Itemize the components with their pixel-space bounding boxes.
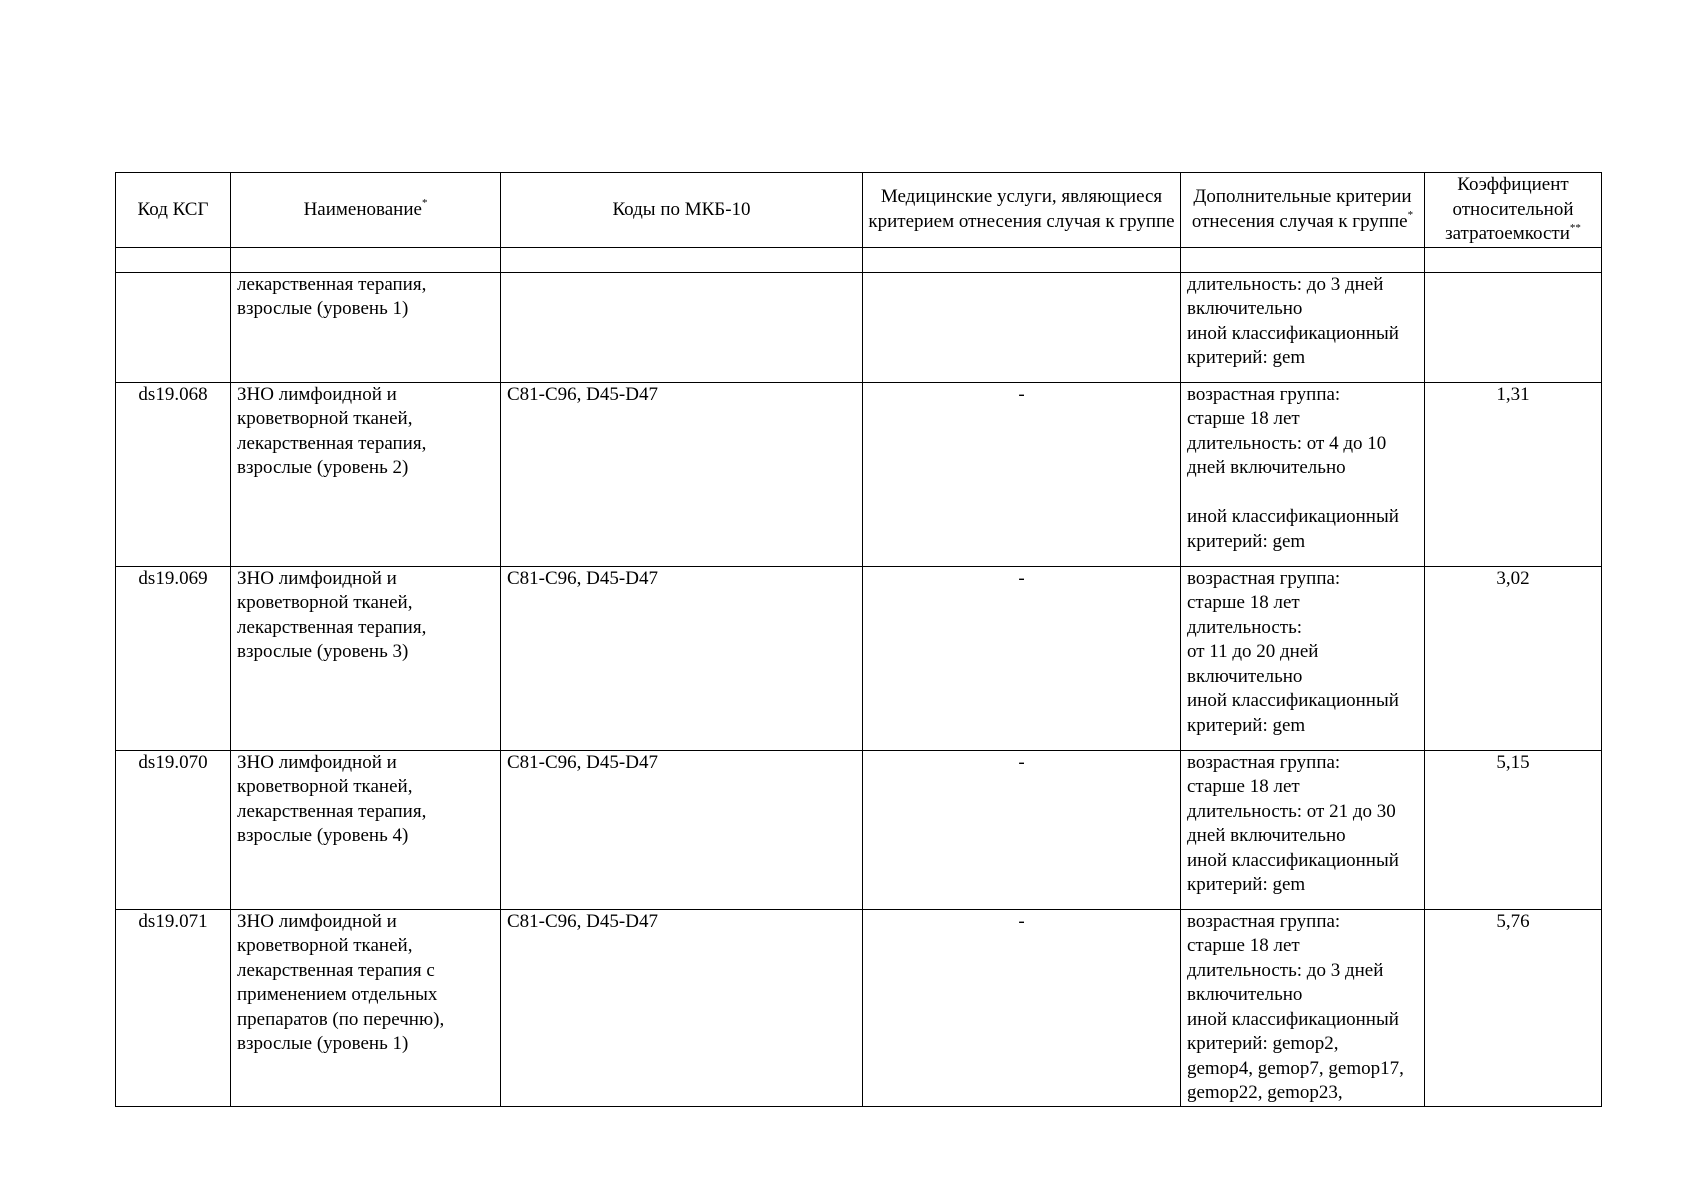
mkb-codes-cell: C81-C96, D45-D47 bbox=[501, 566, 863, 750]
name-line: кроветворной тканей, bbox=[237, 592, 413, 613]
header-criteria-footnote-mark: * bbox=[1407, 209, 1414, 222]
criteria-line: от 11 до 20 дней bbox=[1187, 641, 1319, 662]
medical-services-cell bbox=[863, 272, 1181, 382]
criteria-cell bbox=[1181, 382, 1425, 566]
mkb-codes-cell bbox=[501, 272, 863, 382]
table-row bbox=[116, 272, 1602, 382]
criteria-line: возрастная группа: bbox=[1187, 910, 1341, 932]
name-line: взрослые (уровень 4) bbox=[237, 825, 409, 846]
name-cell bbox=[231, 750, 501, 909]
table-cell bbox=[116, 247, 231, 272]
table-cell bbox=[501, 247, 863, 272]
coefficient-cell: 5,76 bbox=[1425, 909, 1602, 1106]
criteria-line: иной классификационный bbox=[1187, 690, 1399, 711]
name-line: ЗНО лимфоидной и bbox=[237, 567, 397, 589]
ksg-code-cell: ds19.069 bbox=[116, 566, 231, 750]
mkb-codes-cell: C81-C96, D45-D47 bbox=[501, 909, 863, 1106]
criteria-line: возрастная группа: bbox=[1187, 383, 1341, 405]
name-line: взрослые (уровень 3) bbox=[237, 641, 409, 662]
ksg-code-cell bbox=[116, 272, 231, 382]
name-line: кроветворной тканей, bbox=[237, 935, 413, 956]
criteria-line: иной классификационный bbox=[1187, 1008, 1399, 1030]
name-line: ЗНО лимфоидной и bbox=[237, 751, 397, 773]
criteria-cell bbox=[1181, 566, 1425, 750]
name-line: взрослые (уровень 1) bbox=[237, 298, 409, 319]
table-row bbox=[116, 909, 1602, 1106]
ksg-table bbox=[115, 172, 1602, 1107]
criteria-line: иной классификационный bbox=[1187, 849, 1399, 871]
name-line: кроветворной тканей, bbox=[237, 408, 413, 429]
table-row bbox=[116, 566, 1602, 750]
name-line: применением отдельных bbox=[237, 984, 438, 1005]
header-name-footnote-mark: * bbox=[421, 197, 428, 210]
criteria-line: gemop4, gemop7, gemop17, bbox=[1187, 1057, 1404, 1079]
name-line: лекарственная терапия с bbox=[237, 959, 435, 981]
coefficient-cell bbox=[1425, 272, 1602, 382]
criteria-line: длительность: bbox=[1187, 616, 1303, 638]
name-line: ЗНО лимфоидной и bbox=[237, 910, 397, 932]
criteria-line: старше 18 лет bbox=[1187, 776, 1300, 797]
criteria-line: длительность: до 3 дней bbox=[1187, 959, 1384, 981]
criteria-line: дней включительно bbox=[1187, 457, 1346, 478]
table-cell bbox=[231, 247, 501, 272]
criteria-line: иной классификационный bbox=[1187, 322, 1399, 344]
name-line: препаратов (по перечню), bbox=[237, 1008, 445, 1030]
name-line: лекарственная терапия, bbox=[237, 273, 427, 295]
name-line: лекарственная терапия, bbox=[237, 616, 427, 638]
name-line: ЗНО лимфоидной и bbox=[237, 383, 397, 405]
criteria-line: старше 18 лет bbox=[1187, 935, 1300, 956]
name-cell bbox=[231, 272, 501, 382]
name-cell bbox=[231, 909, 501, 1106]
criteria-cell bbox=[1181, 272, 1425, 382]
criteria-line: включительно bbox=[1187, 298, 1303, 319]
medical-services-cell: - bbox=[863, 382, 1181, 566]
criteria-line: иной классификационный bbox=[1187, 506, 1399, 527]
criteria-line: включительно bbox=[1187, 984, 1303, 1005]
criteria-cell bbox=[1181, 750, 1425, 909]
name-line: взрослые (уровень 1) bbox=[237, 1033, 409, 1054]
coefficient-cell: 3,02 bbox=[1425, 566, 1602, 750]
medical-services-cell: - bbox=[863, 566, 1181, 750]
criteria-line: критерий: gem bbox=[1187, 714, 1306, 736]
criteria-line: критерий: gem bbox=[1187, 347, 1306, 368]
criteria-line: критерий: gemop2, bbox=[1187, 1033, 1339, 1054]
criteria-line: возрастная группа: bbox=[1187, 751, 1341, 773]
header-code: Код КСГ bbox=[116, 173, 231, 248]
header-additional-criteria: Дополнительные критерии отнесения случая к группе* bbox=[1181, 173, 1425, 248]
criteria-line bbox=[1187, 481, 1418, 506]
criteria-cell bbox=[1181, 909, 1425, 1106]
mkb-codes-cell: C81-C96, D45-D47 bbox=[501, 382, 863, 566]
criteria-line: старше 18 лет bbox=[1187, 592, 1300, 613]
criteria-line: длительность: до 3 дней bbox=[1187, 273, 1384, 295]
coefficient-cell: 5,15 bbox=[1425, 750, 1602, 909]
table-cell bbox=[1181, 247, 1425, 272]
name-cell bbox=[231, 382, 501, 566]
criteria-line: включительно bbox=[1187, 665, 1303, 687]
criteria-line: длительность: от 4 до 10 bbox=[1187, 432, 1387, 454]
header-medical-services: Медицинские услуги, являющиеся критерием отнесения случая к группе bbox=[863, 173, 1181, 248]
criteria-line: длительность: от 21 до 30 bbox=[1187, 800, 1396, 822]
table-row bbox=[116, 750, 1602, 909]
table-cell bbox=[863, 247, 1181, 272]
medical-services-cell: - bbox=[863, 750, 1181, 909]
mkb-codes-cell: C81-C96, D45-D47 bbox=[501, 750, 863, 909]
criteria-line: gemop22, gemop23, bbox=[1187, 1082, 1343, 1103]
name-cell bbox=[231, 566, 501, 750]
name-line: кроветворной тканей, bbox=[237, 776, 413, 797]
ksg-code-cell: ds19.070 bbox=[116, 750, 231, 909]
table-row bbox=[116, 382, 1602, 566]
header-name: Наименование* bbox=[231, 173, 501, 248]
name-line: взрослые (уровень 2) bbox=[237, 457, 409, 478]
table-header-row bbox=[116, 173, 1602, 248]
ksg-code-cell: ds19.068 bbox=[116, 382, 231, 566]
coefficient-cell: 1,31 bbox=[1425, 382, 1602, 566]
table-spacer-row bbox=[116, 247, 1602, 272]
criteria-line: возрастная группа: bbox=[1187, 567, 1341, 589]
criteria-line: старше 18 лет bbox=[1187, 408, 1300, 429]
medical-services-cell: - bbox=[863, 909, 1181, 1106]
name-line: лекарственная терапия, bbox=[237, 800, 427, 822]
name-line: лекарственная терапия, bbox=[237, 432, 427, 454]
header-mkb-codes: Коды по МКБ-10 bbox=[501, 173, 863, 248]
header-coefficient: Коэффициент относительной затратоемкости** bbox=[1425, 173, 1602, 248]
criteria-line: критерий: gem bbox=[1187, 530, 1306, 552]
table-cell bbox=[1425, 247, 1602, 272]
criteria-line: дней включительно bbox=[1187, 825, 1346, 846]
header-coef-footnote-mark: ** bbox=[1569, 221, 1581, 234]
criteria-line: критерий: gem bbox=[1187, 874, 1306, 895]
ksg-code-cell: ds19.071 bbox=[116, 909, 231, 1106]
